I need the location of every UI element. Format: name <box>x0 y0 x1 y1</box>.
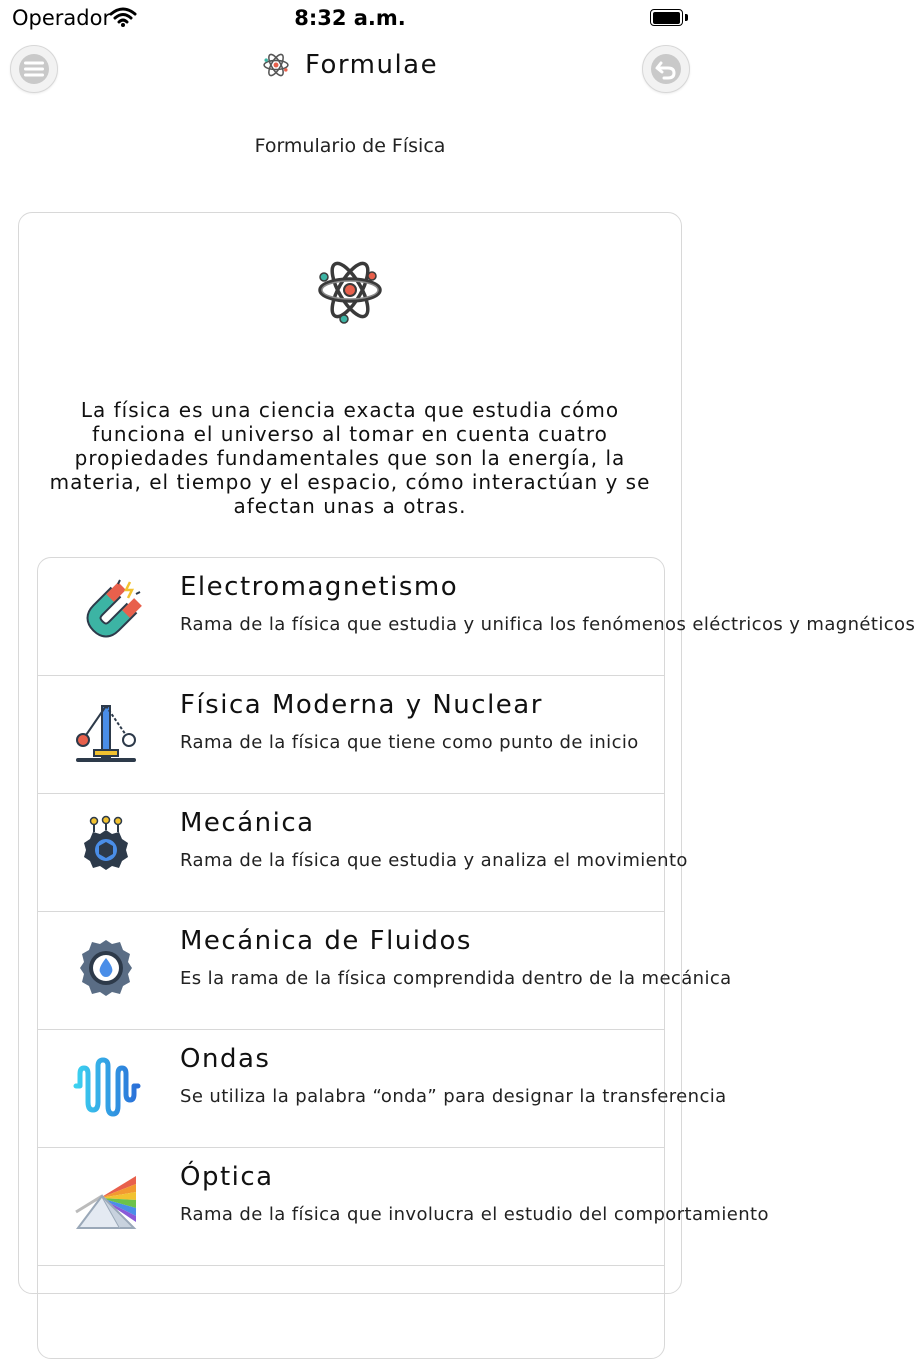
carrier-label: Operador <box>12 6 112 30</box>
branch-title: Mecánica de Fluidos <box>180 926 472 956</box>
back-button[interactable] <box>642 45 690 93</box>
branch-electromagnetismo[interactable] <box>38 558 915 676</box>
physics-description: La física es una ciencia exacta que estudia cómo funciona el universo al tomar en cuenta cuatro propiedades fundamentales que son la energía, la materia, el tiempo y el espacio, cómo interactúan y se afectan unas a otras. <box>49 398 651 518</box>
status-time: 8:32 a.m. <box>294 6 406 30</box>
prism-icon <box>72 1170 140 1238</box>
branches-list <box>37 557 915 1359</box>
atom-icon <box>315 253 385 327</box>
branch-title: Óptica <box>180 1162 274 1192</box>
nav-title: Formulae <box>304 50 439 80</box>
back-arrow-icon <box>643 46 689 92</box>
branch-mecanica-fluidos[interactable] <box>38 912 732 1030</box>
magnet-icon <box>72 580 140 648</box>
page-subtitle: Formulario de Física <box>254 135 446 157</box>
branch-mecanica[interactable] <box>38 794 688 912</box>
branch-fisica-moderna[interactable] <box>38 676 664 794</box>
atom-logo-icon <box>262 51 290 79</box>
gear-network-icon <box>72 816 140 884</box>
pendulum-icon <box>72 698 140 766</box>
branch-description: Se utiliza la palabra “onda” para designar la transferencia <box>180 1086 727 1107</box>
branch-ondas[interactable] <box>38 1030 727 1148</box>
nav-header <box>0 50 700 80</box>
branch-description: Rama de la física que estudia y unifica los fenómenos eléctricos y magnéticos <box>180 614 915 635</box>
branch-title: Electromagnetismo <box>180 572 459 602</box>
wave-icon <box>72 1052 140 1120</box>
branch-description: Rama de la física que tiene como punto de inicio <box>180 732 639 753</box>
status-bar <box>0 0 700 36</box>
branch-title: Ondas <box>180 1044 271 1074</box>
gear-drop-icon <box>72 934 140 1002</box>
branch-description: Es la rama de la física comprendida dentro de la mecánica <box>180 968 732 989</box>
branch-title: Física Moderna y Nuclear <box>180 690 543 720</box>
branch-description: Rama de la física que estudia y analiza el movimiento <box>180 850 688 871</box>
branch-description: Rama de la física que involucra el estudio del comportamiento <box>180 1204 769 1225</box>
branch-optica[interactable] <box>38 1148 769 1266</box>
battery-icon <box>650 9 686 26</box>
branch-title: Mecánica <box>180 808 315 838</box>
physics-card <box>18 212 915 1294</box>
